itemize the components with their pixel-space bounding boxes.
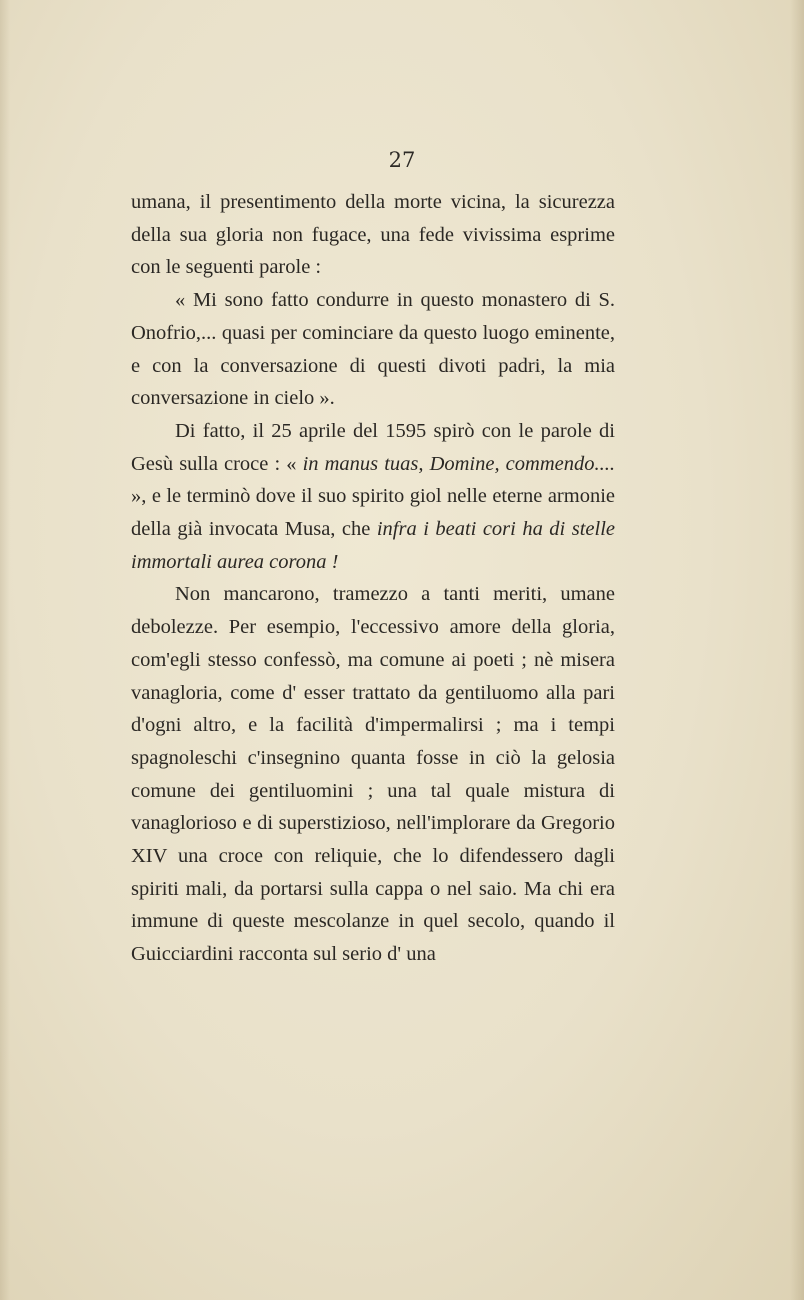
- paragraph-3-text-b: », e le terminò dove il suo spirito giol nelle eterne armonie della già invocata Musa, che: [131, 485, 615, 541]
- page-edge-right: [790, 0, 804, 1300]
- body-text: [131, 186, 615, 971]
- paragraph-1: umana, il presentimento della morte vicina, la sicurezza della sua gloria non fugace, una fede vivissima esprime con le seguenti parole :: [131, 191, 615, 279]
- paragraph-3-latin-quote: in manus tuas, Domine, commendo....: [302, 452, 615, 475]
- paragraph-3-text-a: Di fatto, il 25 aprile del 1595 spirò con le parole di Gesù sulla croce : «: [131, 419, 615, 475]
- page-number: 27: [388, 148, 416, 172]
- page-edge-left: [0, 0, 10, 1300]
- paragraph-3-verse-quote: infra i beati cori ha di stelle immortali aurea corona !: [131, 518, 615, 573]
- paragraph-3: [131, 415, 615, 579]
- paragraph-2: « Mi sono fatto condurre in questo monastero di S. Onofrio,... quasi per cominciare da questo luogo eminente, e con la conversazione di questi divoti padri, la mia conversazione in cielo ».: [131, 289, 615, 410]
- paragraph-4: Non mancarono, tramezzo a tanti meriti, umane debolezze. Per esempio, l'eccessivo amore della gloria, com'egli stesso confessò, ma comune ai poeti ; nè misera vanagloria, come d' esser trattato da gentiluomo alla pari d'ogni altro, e la facilità d'impermalirsi ; ma i tempi spagnoleschi c'insegnino quanta fosse in ciò la gelosia comune dei gentiluomini ; una tal quale mistura di vanaglorioso e di superstizioso, nell'implorare da Gregorio XIV una croce con reliquie, che lo difendessero dagli spiriti mali, da portarsi sulla cappa o nel saio. Ma chi era immune di queste mescolanze in quel secolo, quando il Guicciardini racconta sul serio d' una: [131, 583, 615, 966]
